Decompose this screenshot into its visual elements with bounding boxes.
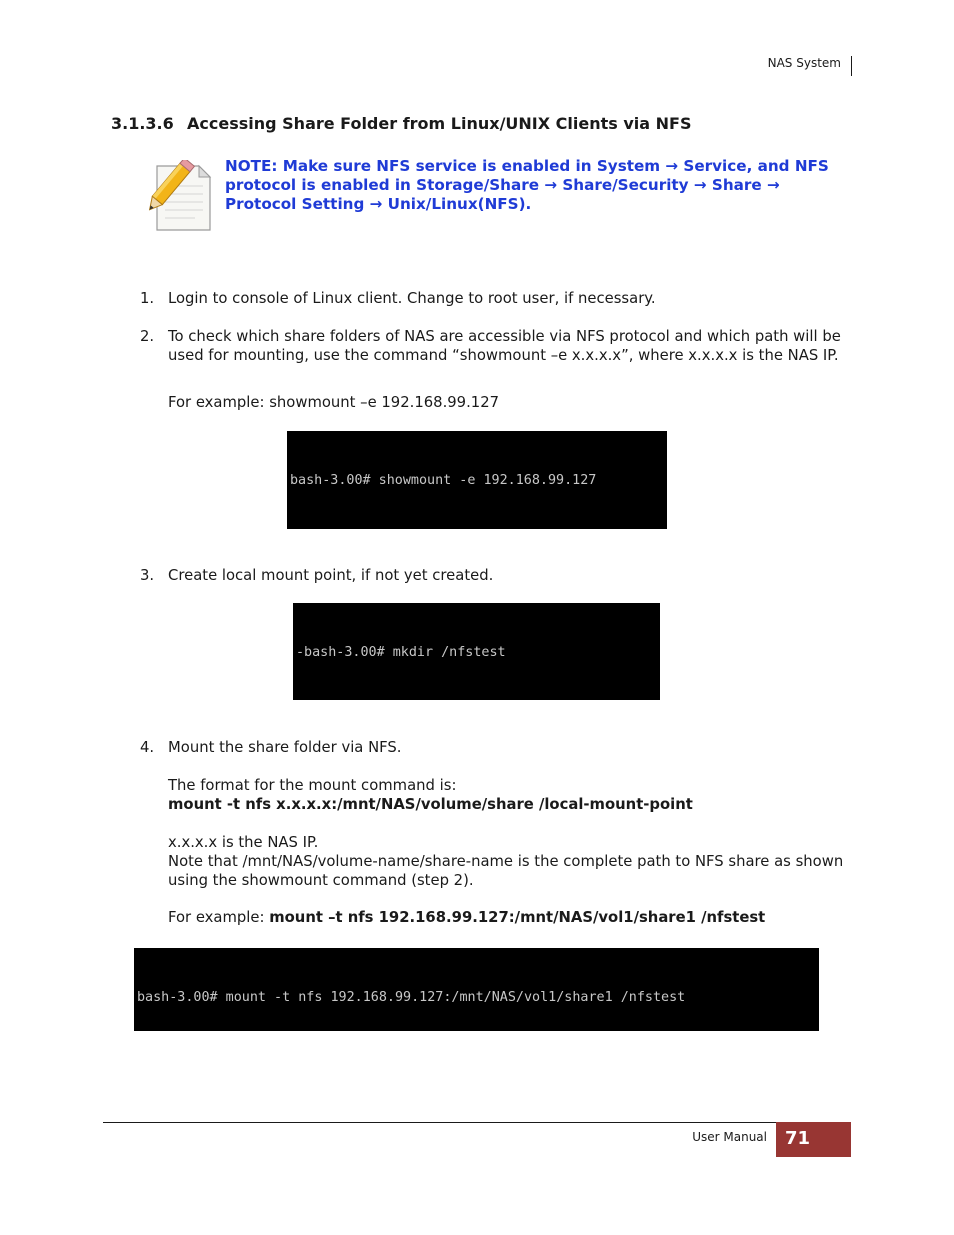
mount-format-intro: The format for the mount command is:	[168, 777, 457, 794]
mount-example	[168, 908, 850, 927]
header-rule	[851, 56, 852, 76]
mount-format-command	[168, 795, 850, 814]
path-note: Note that /mnt/NAS/volume-name/share-name is the complete path to NFS share as shown using the showmount command (step 2).	[168, 853, 844, 889]
terminal-line: bash-3.00# showmount -e 192.168.99.127	[290, 473, 597, 488]
step-text: Login to console of Linux client. Change to root user, if necessary.	[168, 290, 656, 307]
note-pencil-icon	[139, 160, 213, 234]
mount-format-command-text: mount -t nfs x.x.x.x:/mnt/NAS/volume/share /local-mount-point	[168, 796, 693, 813]
step-2-example: For example: showmount –e 192.168.99.127	[168, 394, 500, 411]
running-footer: User Manual	[692, 1130, 767, 1144]
terminal-line	[290, 528, 667, 529]
ip-note: x.x.x.x is the NAS IP.	[168, 834, 319, 851]
terminal-line: -bash-3.00# mkdir /nfstest	[296, 645, 506, 660]
mount-example-command: mount –t nfs 192.168.99.127:/mnt/NAS/vol1/share1 /nfstest	[269, 909, 766, 926]
footer-rule	[103, 1122, 851, 1123]
terminal-screenshot-mkdir	[293, 603, 660, 700]
section-number: 3.1.3.6	[111, 114, 174, 133]
section-title: Accessing Share Folder from Linux/UNIX Clients via NFS	[187, 114, 692, 133]
note-text: NOTE: Make sure NFS service is enabled in System → Service, and NFS protocol is enabled in Storage/Share → Share/Security → Share → Protocol Setting → Unix/Linux(NFS).	[225, 157, 829, 213]
terminal-screenshot-mount	[134, 948, 819, 1031]
step-number: 4.	[140, 739, 155, 756]
step-number: 2.	[140, 328, 155, 345]
step-number: 1.	[140, 290, 155, 307]
terminal-screenshot-showmount	[287, 431, 667, 529]
step-text: Create local mount point, if not yet created.	[168, 567, 494, 584]
step-text: To check which share folders of NAS are accessible via NFS protocol and which path will be used for mounting, use the command “showmount –e x.x.x.x”, where x.x.x.x is the NAS IP.	[168, 328, 841, 364]
page-number-badge: 71	[776, 1122, 851, 1157]
mount-example-prefix: For example:	[168, 909, 270, 926]
running-header: NAS System	[767, 56, 841, 70]
step-text: Mount the share folder via NFS.	[168, 739, 402, 756]
terminal-line: bash-3.00# mount -t nfs 192.168.99.127:/mnt/NAS/vol1/share1 /nfstest	[137, 990, 686, 1005]
section-heading	[111, 114, 691, 133]
step-number: 3.	[140, 567, 155, 584]
